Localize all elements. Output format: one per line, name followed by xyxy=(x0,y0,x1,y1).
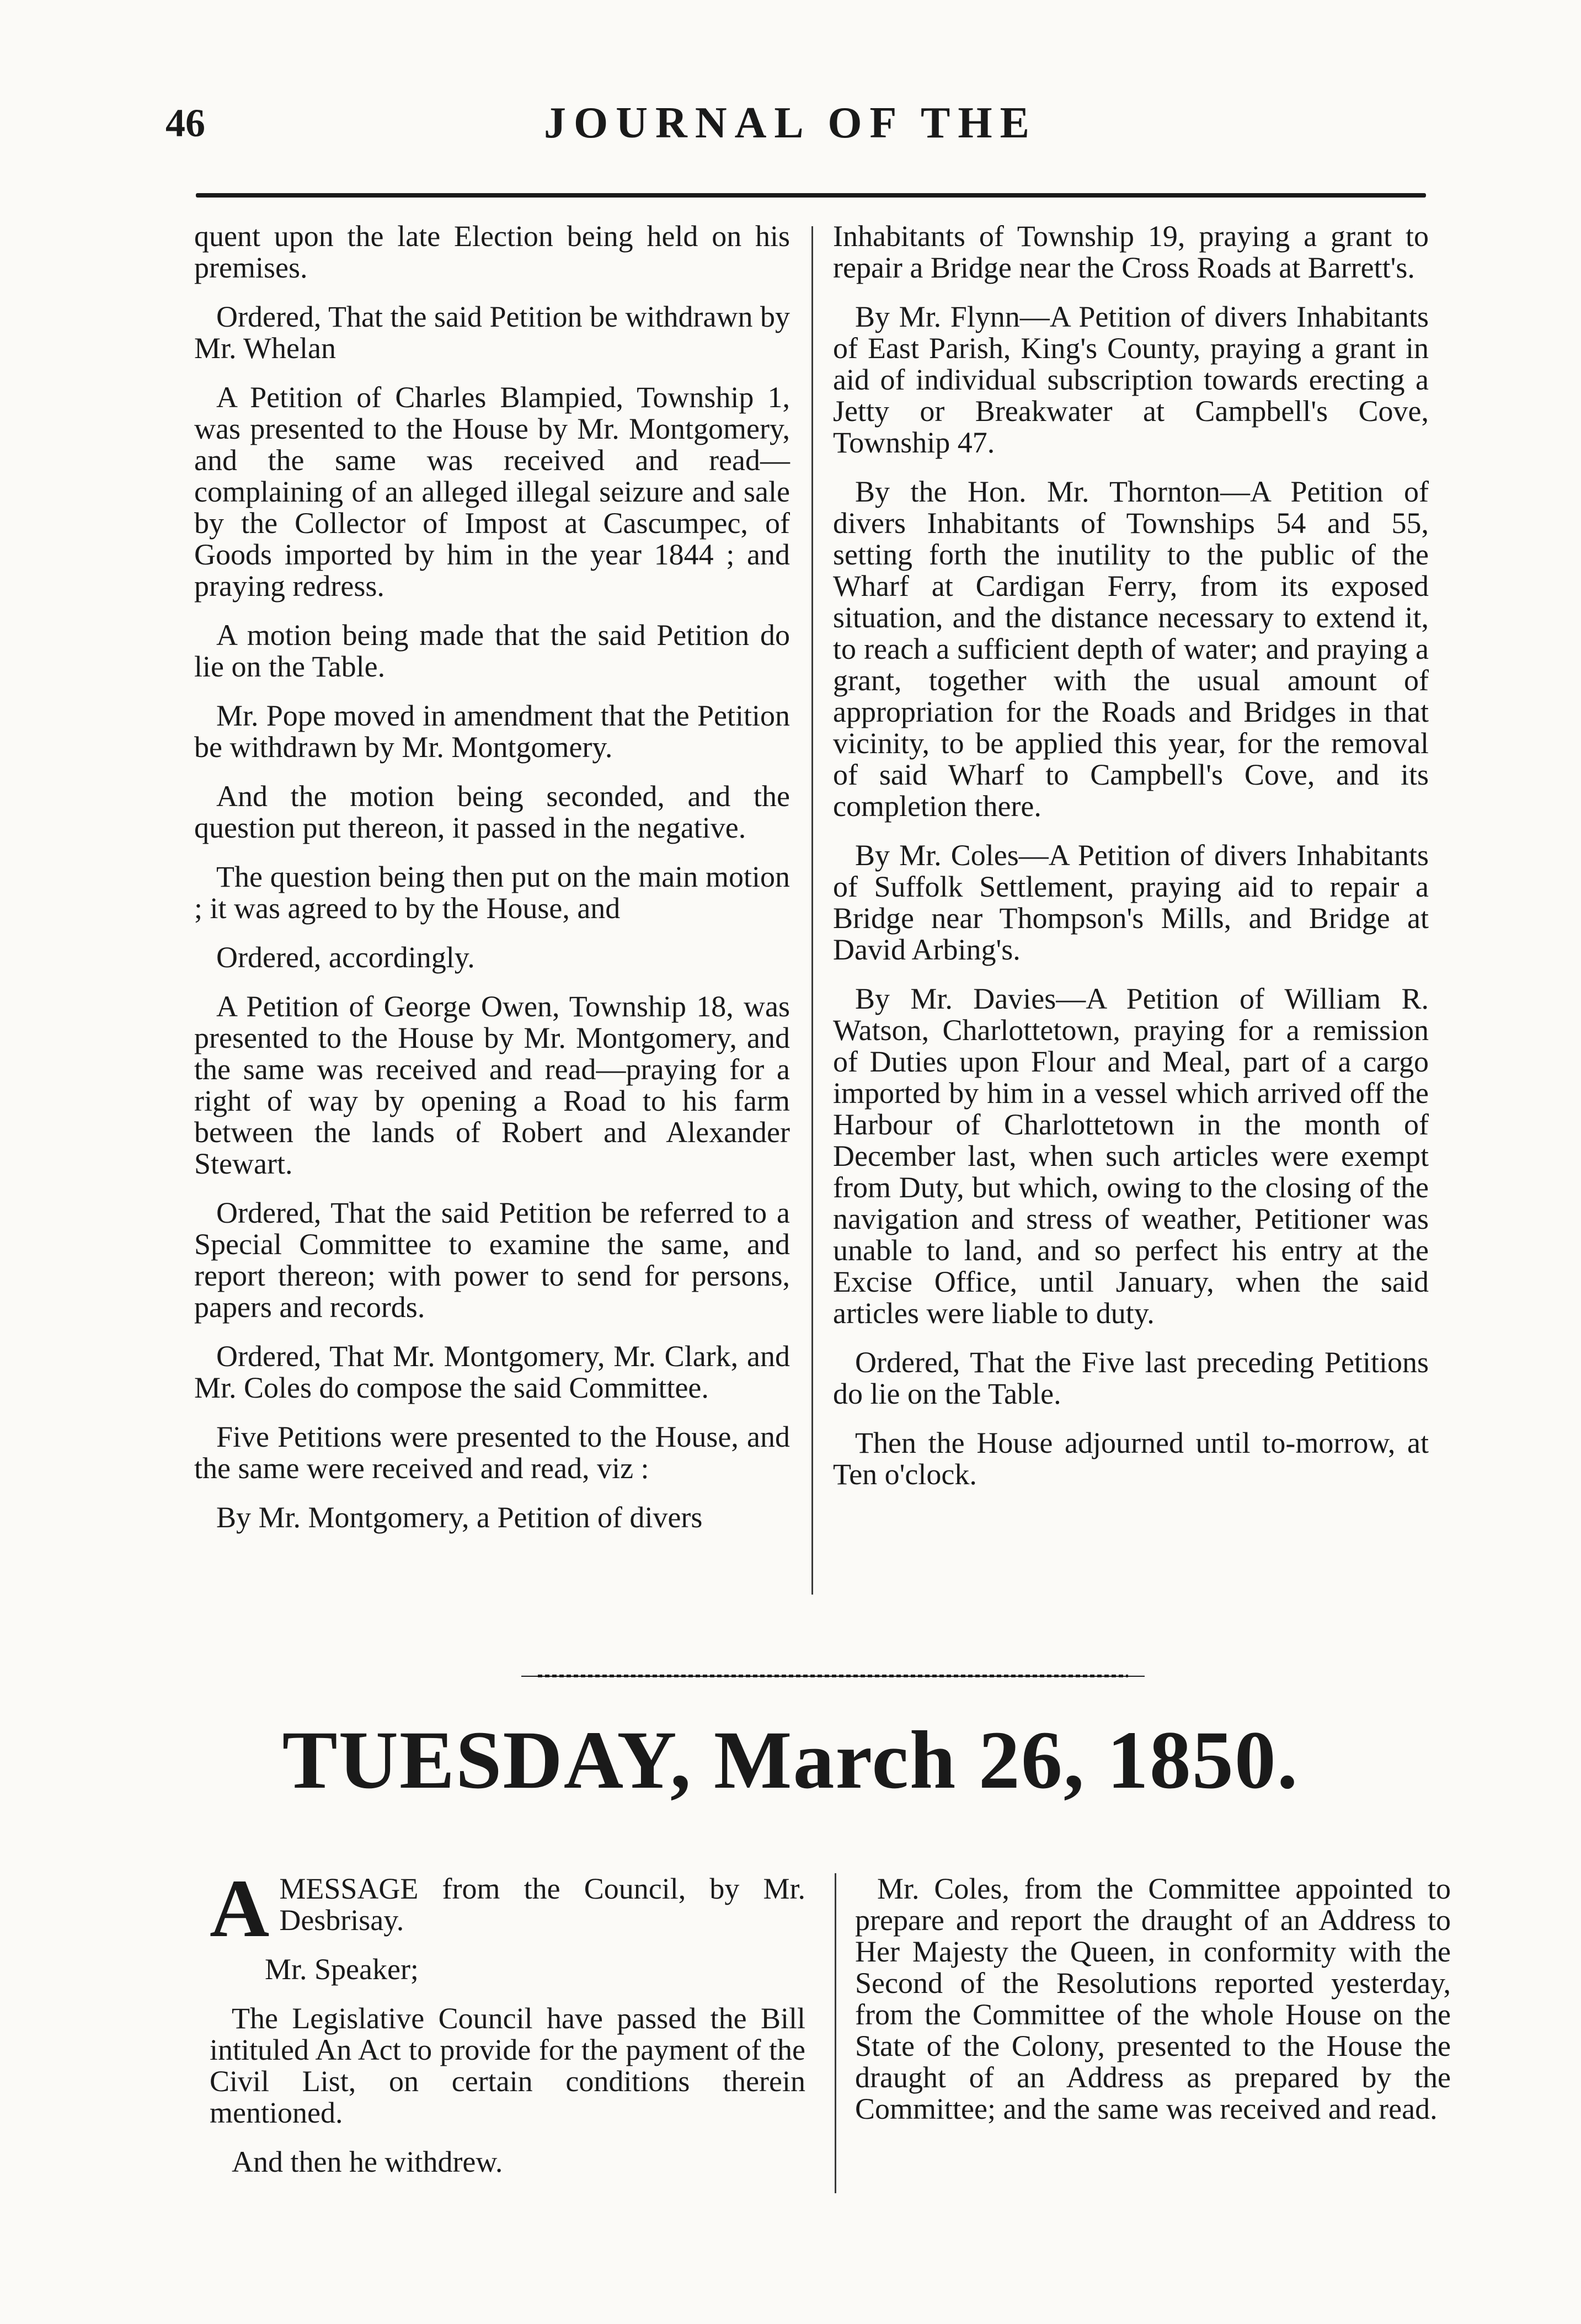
message-text: MESSAGE from the Council, by Mr. Desbrisay. xyxy=(279,1872,805,1937)
ornamental-rule xyxy=(538,1675,1128,1677)
column-divider xyxy=(835,1873,836,2193)
paragraph: By the Hon. Mr. Thornton—A Petition of divers Inhabitants of Townships 54 and 55, setting forth the inutility to the public of the Wharf at Cardigan Ferry, from its exposed situation, and the distance necessary to extend it, to reach a sufficient depth of water; and praying a grant, together with the usual amount of appropriation for the Roads and Bridges in that vicinity, to be applied this year, for the removal of said Wharf to Campbell's Cove, and its completion there. xyxy=(833,475,1429,823)
page-number: 46 xyxy=(165,101,205,145)
paragraph: Ordered, That the said Petition be referred to a Special Committee to examine the same, and report thereon; with power to send for persons, papers and records. xyxy=(194,1196,790,1324)
paragraph: By Mr. Montgomery, a Petition of divers xyxy=(216,1501,703,1534)
paragraph: Mr. Pope moved in amendment that the Petition be withdrawn by Mr. Montgomery. xyxy=(194,699,790,764)
paragraph: Inhabitants of Township 19, praying a grant to repair a Bridge near the Cross Roads at Barrett's. xyxy=(833,220,1429,284)
right-column-bottom xyxy=(855,1873,1451,2142)
paragraph: quent upon the late Election being held on his premises. xyxy=(194,220,790,284)
drop-cap: A xyxy=(210,1863,270,1954)
paragraph: And the motion being seconded, and the question put thereon, it passed in the negative. xyxy=(194,780,790,844)
left-column-bottom xyxy=(210,1863,805,2195)
paragraph: Ordered, accordingly. xyxy=(216,941,475,974)
message-paragraph xyxy=(210,1863,805,1954)
council-message: The Legislative Council have passed the Bill intituled An Act to provide for the payment of the Civil List, on certain conditions therein mentioned. xyxy=(210,2002,805,2129)
paragraph: Ordered, That the Five last preceding Petitions do lie on the Table. xyxy=(833,1346,1429,1410)
paragraph: By Mr. Coles—A Petition of divers Inhabitants of Suffolk Settlement, praying aid to repair a Bridge near Thompson's Mills, and Bridge at David Arbing's. xyxy=(833,839,1429,966)
paragraph: Ordered, That the said Petition be withdrawn by Mr. Whelan xyxy=(194,300,790,365)
header-rule xyxy=(196,193,1426,198)
withdrew-line: And then he withdrew. xyxy=(232,2145,503,2178)
date-heading: TUESDAY, March 26, 1850. xyxy=(282,1714,1299,1806)
running-title: JOURNAL OF THE xyxy=(544,99,1037,147)
paragraph: Then the House adjourned until to-morrow, at Ten o'clock. xyxy=(833,1426,1429,1491)
column-divider xyxy=(811,226,813,1595)
paragraph: Five Petitions were presented to the House, and the same were received and read, viz : xyxy=(194,1420,790,1485)
salutation: Mr. Speaker; xyxy=(265,1953,419,1986)
paragraph: Mr. Coles, from the Committee appointed to prepare and report the draught of an Address to Her Majesty the Queen, in conformity with the Second of the Resolutions reported yesterday, from the Committee of the whole House on the State of the Colony, presented to the House the draught of an Address as prepared by the Committee; and the same was received and read. xyxy=(855,1872,1451,2125)
paragraph: By Mr. Davies—A Petition of William R. Watson, Charlottetown, praying for a remission of Duties upon Flour and Meal, part of a cargo imported by him in a vessel which arrived off the Harbour of Charlottetown in the month of December last, when such articles were exempt from Duty, but which, owing to the closing of the navigation and stress of weather, Petitioner was unable to land, and so perfect his entry at the Excise Office, until January, when the said articles were liable to duty. xyxy=(833,982,1429,1330)
paragraph: A Petition of Charles Blampied, Township 1, was presented to the House by Mr. Montgomery, and the same was received and read—complaining of an alleged illegal seizure and sale by the Collector of Impost at Cascumpec, of Goods imported by him in the year 1844 ; and praying redress. xyxy=(194,381,790,603)
paragraph: By Mr. Flynn—A Petition of divers Inhabitants of East Parish, King's County, praying a grant in aid of individual subscription towards erecting a Jetty or Breakwater at Campbell's Cove, Township 47. xyxy=(833,300,1429,459)
paragraph: The question being then put on the main motion ; it was agreed to by the House, and xyxy=(194,860,790,925)
paragraph: A Petition of George Owen, Township 18, was presented to the House by Mr. Montgomery, and the same was received and read—praying for a right of way by opening a Road to his farm between the lands of Robert and Alexander Stewart. xyxy=(194,990,790,1180)
paragraph: A motion being made that the said Petition do lie on the Table. xyxy=(194,619,790,683)
left-column-top xyxy=(194,221,790,1551)
paragraph: Ordered, That Mr. Montgomery, Mr. Clark, and Mr. Coles do compose the said Committee. xyxy=(194,1340,790,1404)
right-column-top xyxy=(833,221,1429,1508)
